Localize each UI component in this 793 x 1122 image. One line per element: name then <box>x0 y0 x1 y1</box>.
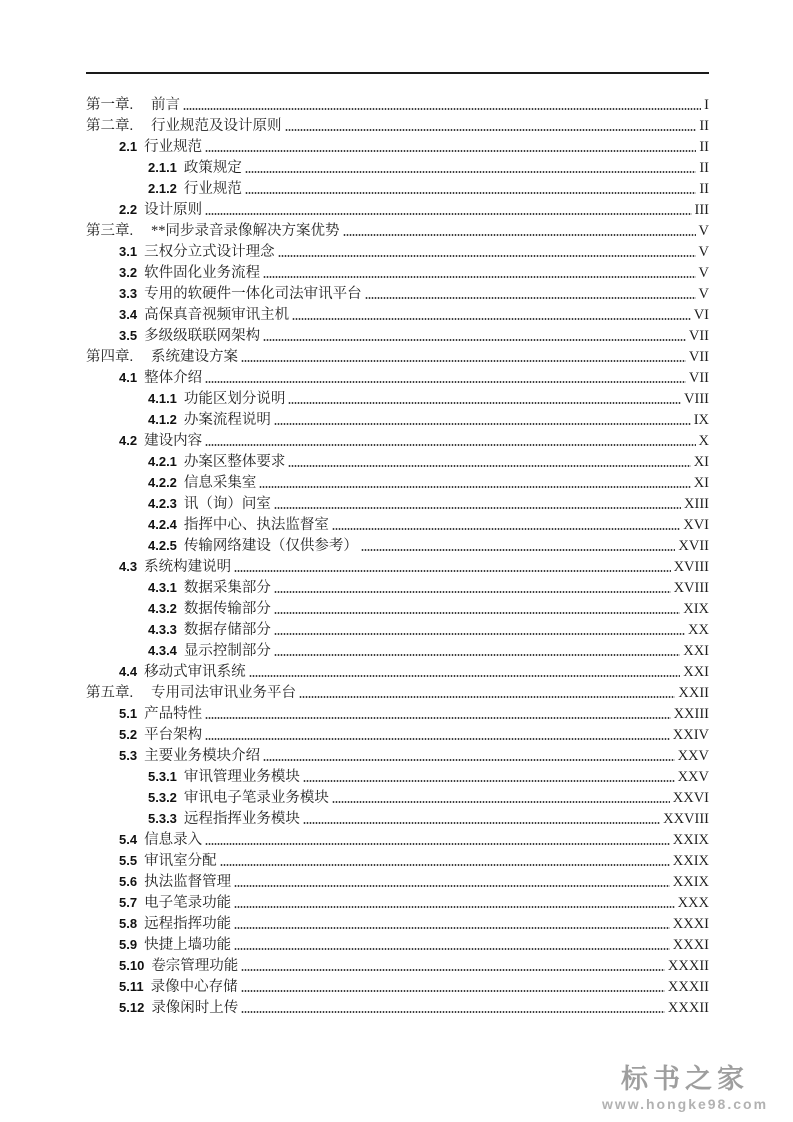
toc <box>86 93 709 1017</box>
toc-entry[interactable] <box>86 660 709 681</box>
toc-entry-page: XIX <box>683 601 709 617</box>
toc-entry-number: 5.4 <box>119 832 138 847</box>
toc-entry-number: 4.2.2 <box>148 475 177 490</box>
toc-entry-page: VIII <box>684 391 709 407</box>
toc-entry-number: 5.2 <box>119 727 138 742</box>
toc-entry[interactable] <box>86 282 709 303</box>
toc-entry-number: 4.2.1 <box>148 454 177 469</box>
toc-entry-number: 第一章. <box>86 97 134 113</box>
toc-entry-title: 数据存储部分 <box>183 622 271 638</box>
toc-entry-number: 5.8 <box>119 916 138 931</box>
toc-leader-dots <box>245 171 696 173</box>
toc-leader-dots <box>205 843 670 845</box>
toc-entry-number: 3.1 <box>119 244 138 259</box>
toc-entry-page: XVIII <box>673 559 709 575</box>
toc-entry-number: 3.2 <box>119 265 138 280</box>
toc-entry[interactable] <box>86 954 709 975</box>
toc-entry-title: 整体介绍 <box>144 370 203 386</box>
toc-entry-number: 5.1 <box>119 706 138 721</box>
toc-entry-title: 电子笔录功能 <box>144 895 232 911</box>
toc-entry-title: 数据传输部分 <box>183 601 271 617</box>
toc-entry-number: 5.3.1 <box>148 769 177 784</box>
toc-entry-title: 办案区整体要求 <box>183 454 286 470</box>
toc-entry-title: 专用司法审讯业务平台 <box>151 685 296 701</box>
toc-entry-title: 讯（询）问室 <box>183 496 271 512</box>
toc-entry-number: 5.10 <box>119 958 145 973</box>
toc-entry[interactable] <box>86 513 709 534</box>
toc-entry-page: V <box>698 223 709 239</box>
toc-entry[interactable] <box>86 828 709 849</box>
toc-entry-title: 办案流程说明 <box>183 412 271 428</box>
toc-leader-dots <box>292 318 691 320</box>
toc-entry-title: 行业规范 <box>183 181 242 197</box>
toc-entry-number: 4.3.1 <box>148 580 177 595</box>
toc-entry[interactable] <box>86 933 709 954</box>
toc-entry-page: XXIV <box>672 727 709 743</box>
toc-entry-number: 5.3 <box>119 748 138 763</box>
toc-entry-page: V <box>698 265 709 281</box>
toc-entry-page: VII <box>688 328 709 344</box>
toc-leader-dots <box>234 906 675 908</box>
toc-entry[interactable] <box>86 786 709 807</box>
toc-entry-number: 5.7 <box>119 895 138 910</box>
toc-entry-number: 4.2.4 <box>148 517 177 532</box>
toc-entry-title: 系统构建说明 <box>144 559 232 575</box>
toc-entry-number: 5.3.2 <box>148 790 177 805</box>
toc-entry[interactable] <box>86 849 709 870</box>
toc-leader-dots <box>332 801 670 803</box>
toc-entry-title: 远程指挥业务模块 <box>183 811 300 827</box>
toc-entry-title: 审讯管理业务模块 <box>183 769 300 785</box>
toc-entry-title: 行业规范 <box>144 139 203 155</box>
toc-entry-page: III <box>694 202 709 218</box>
toc-entry-title: 系统建设方案 <box>151 349 238 365</box>
toc-entry[interactable] <box>86 681 709 702</box>
toc-entry[interactable] <box>86 135 709 156</box>
toc-entry-title: 建设内容 <box>144 433 203 449</box>
toc-entry-number: 3.5 <box>119 328 138 343</box>
toc-entry-page: XXIX <box>672 832 709 848</box>
toc-leader-dots <box>205 444 695 446</box>
toc-entry-title: 三权分立式设计理念 <box>144 244 275 260</box>
toc-entry[interactable] <box>86 219 709 240</box>
toc-leader-dots <box>183 108 701 110</box>
toc-leader-dots <box>299 696 675 698</box>
toc-entry-title: 软件固化业务流程 <box>144 265 261 281</box>
toc-leader-dots <box>234 927 670 929</box>
toc-entry-page: XI <box>693 475 709 491</box>
toc-entry-title: 数据采集部分 <box>183 580 271 596</box>
toc-entry-page: XXV <box>677 769 709 785</box>
toc-entry[interactable] <box>86 639 709 660</box>
toc-entry-page: II <box>699 181 709 197</box>
toc-leader-dots <box>288 402 681 404</box>
toc-entry-number: 第五章. <box>86 685 134 701</box>
toc-entry-number: 3.4 <box>119 307 138 322</box>
toc-leader-dots <box>241 969 665 971</box>
toc-entry-number: 第三章. <box>86 223 134 239</box>
toc-entry-title: 审讯室分配 <box>144 853 217 869</box>
toc-entry-number: 4.1 <box>119 370 138 385</box>
toc-entry[interactable] <box>86 303 709 324</box>
toc-entry-page: XVII <box>678 538 709 554</box>
toc-entry[interactable] <box>86 345 709 366</box>
toc-entry-number: 5.9 <box>119 937 138 952</box>
toc-entry-number: 5.3.3 <box>148 811 177 826</box>
toc-entry-page: XXII <box>678 685 709 701</box>
toc-entry-title: 功能区划分说明 <box>183 391 286 407</box>
toc-entry[interactable] <box>86 597 709 618</box>
toc-entry-page: XXVIII <box>663 811 709 827</box>
toc-leader-dots <box>285 129 697 131</box>
toc-leader-dots <box>241 990 665 992</box>
toc-entry-number: 4.2.5 <box>148 538 177 553</box>
toc-entry-title: 显示控制部分 <box>183 643 271 659</box>
toc-entry-title: 专用的软硬件一体化司法审讯平台 <box>144 286 362 302</box>
toc-entry-title: 设计原则 <box>144 202 203 218</box>
toc-entry-title: 审讯电子笔录业务模块 <box>183 790 329 806</box>
toc-entry-number: 2.1.1 <box>148 160 177 175</box>
toc-leader-dots <box>241 1011 665 1013</box>
toc-entry-page: X <box>698 433 709 449</box>
toc-entry-page: XXXII <box>667 958 709 974</box>
toc-entry-title: 录像闲时上传 <box>151 1000 239 1016</box>
toc-entry-number: 5.11 <box>119 979 144 994</box>
toc-entry[interactable] <box>86 198 709 219</box>
toc-entry[interactable] <box>86 744 709 765</box>
toc-entry-page: VII <box>688 370 709 386</box>
toc-leader-dots <box>343 234 696 236</box>
toc-leader-dots <box>205 738 670 740</box>
toc-entry-number: 5.6 <box>119 874 138 889</box>
toc-entry-page: XXI <box>683 664 709 680</box>
toc-entry-page: XXX <box>677 895 709 911</box>
toc-entry-page: II <box>699 160 709 176</box>
toc-leader-dots <box>205 213 691 215</box>
toc-entry[interactable] <box>86 996 709 1017</box>
toc-leader-dots <box>303 822 660 824</box>
toc-entry[interactable] <box>86 576 709 597</box>
toc-entry-page: II <box>699 139 709 155</box>
toc-entry-title: 快捷上墙功能 <box>144 937 232 953</box>
toc-leader-dots <box>220 864 670 866</box>
toc-leader-dots <box>274 612 680 614</box>
toc-entry[interactable] <box>86 450 709 471</box>
toc-leader-dots <box>205 381 686 383</box>
watermark-url: www.hongke98.com <box>601 1096 769 1112</box>
toc-leader-dots <box>263 759 675 761</box>
toc-entry-page: XI <box>693 454 709 470</box>
toc-entry-number: 第二章. <box>86 118 134 134</box>
watermark-logo-text: 标书之家 <box>621 1064 749 1094</box>
toc-entry-title: 主要业务模块介绍 <box>144 748 261 764</box>
toc-entry[interactable] <box>86 891 709 912</box>
toc-leader-dots <box>288 465 690 467</box>
toc-entry-number: 4.3 <box>119 559 138 574</box>
toc-entry-page: XXXII <box>667 1000 709 1016</box>
toc-entry-number: 4.3.2 <box>148 601 177 616</box>
toc-leader-dots <box>274 507 681 509</box>
toc-entry-title: 前言 <box>151 97 180 113</box>
toc-entry-number: 4.3.4 <box>148 643 177 658</box>
toc-leader-dots <box>274 633 685 635</box>
toc-entry-page: V <box>698 244 709 260</box>
toc-entry[interactable] <box>86 114 709 135</box>
toc-entry[interactable] <box>86 429 709 450</box>
toc-entry-title: 产品特性 <box>144 706 203 722</box>
toc-entry-page: XXIII <box>673 706 709 722</box>
toc-leader-dots <box>245 192 696 194</box>
toc-entry-page: XVI <box>683 517 709 533</box>
toc-entry-page: V <box>698 286 709 302</box>
toc-leader-dots <box>234 570 670 572</box>
toc-entry-page: XXVI <box>672 790 709 806</box>
toc-entry[interactable] <box>86 408 709 429</box>
toc-entry-page: VI <box>693 307 709 323</box>
toc-entry-title: 行业规范及设计原则 <box>151 118 282 134</box>
toc-entry-number: 4.2 <box>119 433 138 448</box>
toc-entry-title: 传输网络建设（仅供参考） <box>183 538 358 554</box>
toc-leader-dots <box>263 276 695 278</box>
toc-entry-number: 2.2 <box>119 202 138 217</box>
toc-entry[interactable] <box>86 387 709 408</box>
header-rule <box>86 72 709 74</box>
toc-leader-dots <box>278 255 696 257</box>
toc-leader-dots <box>249 675 681 677</box>
toc-entry-number: 5.12 <box>119 1000 145 1015</box>
toc-entry-title: 高保真音视频审讯主机 <box>144 307 290 323</box>
toc-entry-number: 2.1 <box>119 139 138 154</box>
toc-entry[interactable] <box>86 765 709 786</box>
toc-entry-title: 信息录入 <box>144 832 203 848</box>
toc-leader-dots <box>241 360 686 362</box>
toc-entry-page: IX <box>693 412 709 428</box>
toc-leader-dots <box>365 297 696 299</box>
toc-entry-number: 第四章. <box>86 349 134 365</box>
toc-entry-number: 5.5 <box>119 853 138 868</box>
toc-leader-dots <box>205 717 670 719</box>
toc-leader-dots <box>259 486 690 488</box>
toc-entry-title: 指挥中心、执法监督室 <box>183 517 329 533</box>
toc-entry-page: XXXI <box>672 937 709 953</box>
toc-leader-dots <box>263 339 686 341</box>
toc-entry[interactable] <box>86 240 709 261</box>
toc-entry-page: XIII <box>684 496 709 512</box>
toc-entry-page: I <box>704 97 709 113</box>
toc-entry[interactable] <box>86 912 709 933</box>
toc-entry-number: 4.2.3 <box>148 496 177 511</box>
toc-entry[interactable] <box>86 156 709 177</box>
toc-entry-page: XXXII <box>667 979 709 995</box>
toc-entry-number: 2.1.2 <box>148 181 177 196</box>
toc-entry[interactable] <box>86 870 709 891</box>
toc-entry-page: XVIII <box>673 580 709 596</box>
toc-entry-page: XXV <box>677 748 709 764</box>
toc-entry-title: 政策规定 <box>183 160 242 176</box>
toc-entry[interactable] <box>86 177 709 198</box>
toc-entry[interactable] <box>86 261 709 282</box>
toc-entry-title: 信息采集室 <box>183 475 257 491</box>
toc-entry-title: 执法监督管理 <box>144 874 232 890</box>
toc-entry[interactable] <box>86 975 709 996</box>
toc-entry-number: 4.3.3 <box>148 622 177 637</box>
toc-entry[interactable] <box>86 492 709 513</box>
toc-entry[interactable] <box>86 807 709 828</box>
toc-entry[interactable] <box>86 723 709 744</box>
toc-entry[interactable] <box>86 534 709 555</box>
toc-entry-page: XXI <box>683 643 709 659</box>
toc-entry-page: XX <box>688 622 709 638</box>
toc-entry-title: 多级级联联网架构 <box>144 328 261 344</box>
toc-entry-number: 3.3 <box>119 286 138 301</box>
toc-entry-page: VII <box>688 349 709 365</box>
toc-entry[interactable] <box>86 555 709 576</box>
toc-entry[interactable] <box>86 618 709 639</box>
toc-leader-dots <box>234 948 670 950</box>
toc-entry-title: 卷宗管理功能 <box>151 958 239 974</box>
toc-leader-dots <box>274 591 671 593</box>
toc-entry-number: 4.1.2 <box>148 412 177 427</box>
toc-entry-title: 录像中心存储 <box>150 979 238 995</box>
toc-entry-title: 平台架构 <box>144 727 203 743</box>
toc-leader-dots <box>205 150 696 152</box>
toc-leader-dots <box>361 549 675 551</box>
toc-entry-title: **同步录音录像解决方案优势 <box>151 223 340 239</box>
watermark <box>587 1064 783 1114</box>
toc-entry-title: 远程指挥功能 <box>144 916 232 932</box>
toc-leader-dots <box>303 780 675 782</box>
toc-entry-page: II <box>699 118 709 134</box>
toc-entry-number: 4.1.1 <box>148 391 177 406</box>
toc-leader-dots <box>274 654 680 656</box>
toc-entry[interactable] <box>86 366 709 387</box>
toc-entry[interactable] <box>86 93 709 114</box>
toc-leader-dots <box>234 885 670 887</box>
toc-entry-title: 移动式审讯系统 <box>144 664 246 680</box>
toc-entry[interactable] <box>86 471 709 492</box>
toc-entry[interactable] <box>86 324 709 345</box>
toc-entry-page: XXIX <box>672 853 709 869</box>
toc-entry[interactable] <box>86 702 709 723</box>
toc-entry-page: XXXI <box>672 916 709 932</box>
toc-leader-dots <box>274 423 691 425</box>
toc-entry-page: XXIX <box>672 874 709 890</box>
toc-leader-dots <box>332 528 680 530</box>
toc-entry-number: 4.4 <box>119 664 138 679</box>
